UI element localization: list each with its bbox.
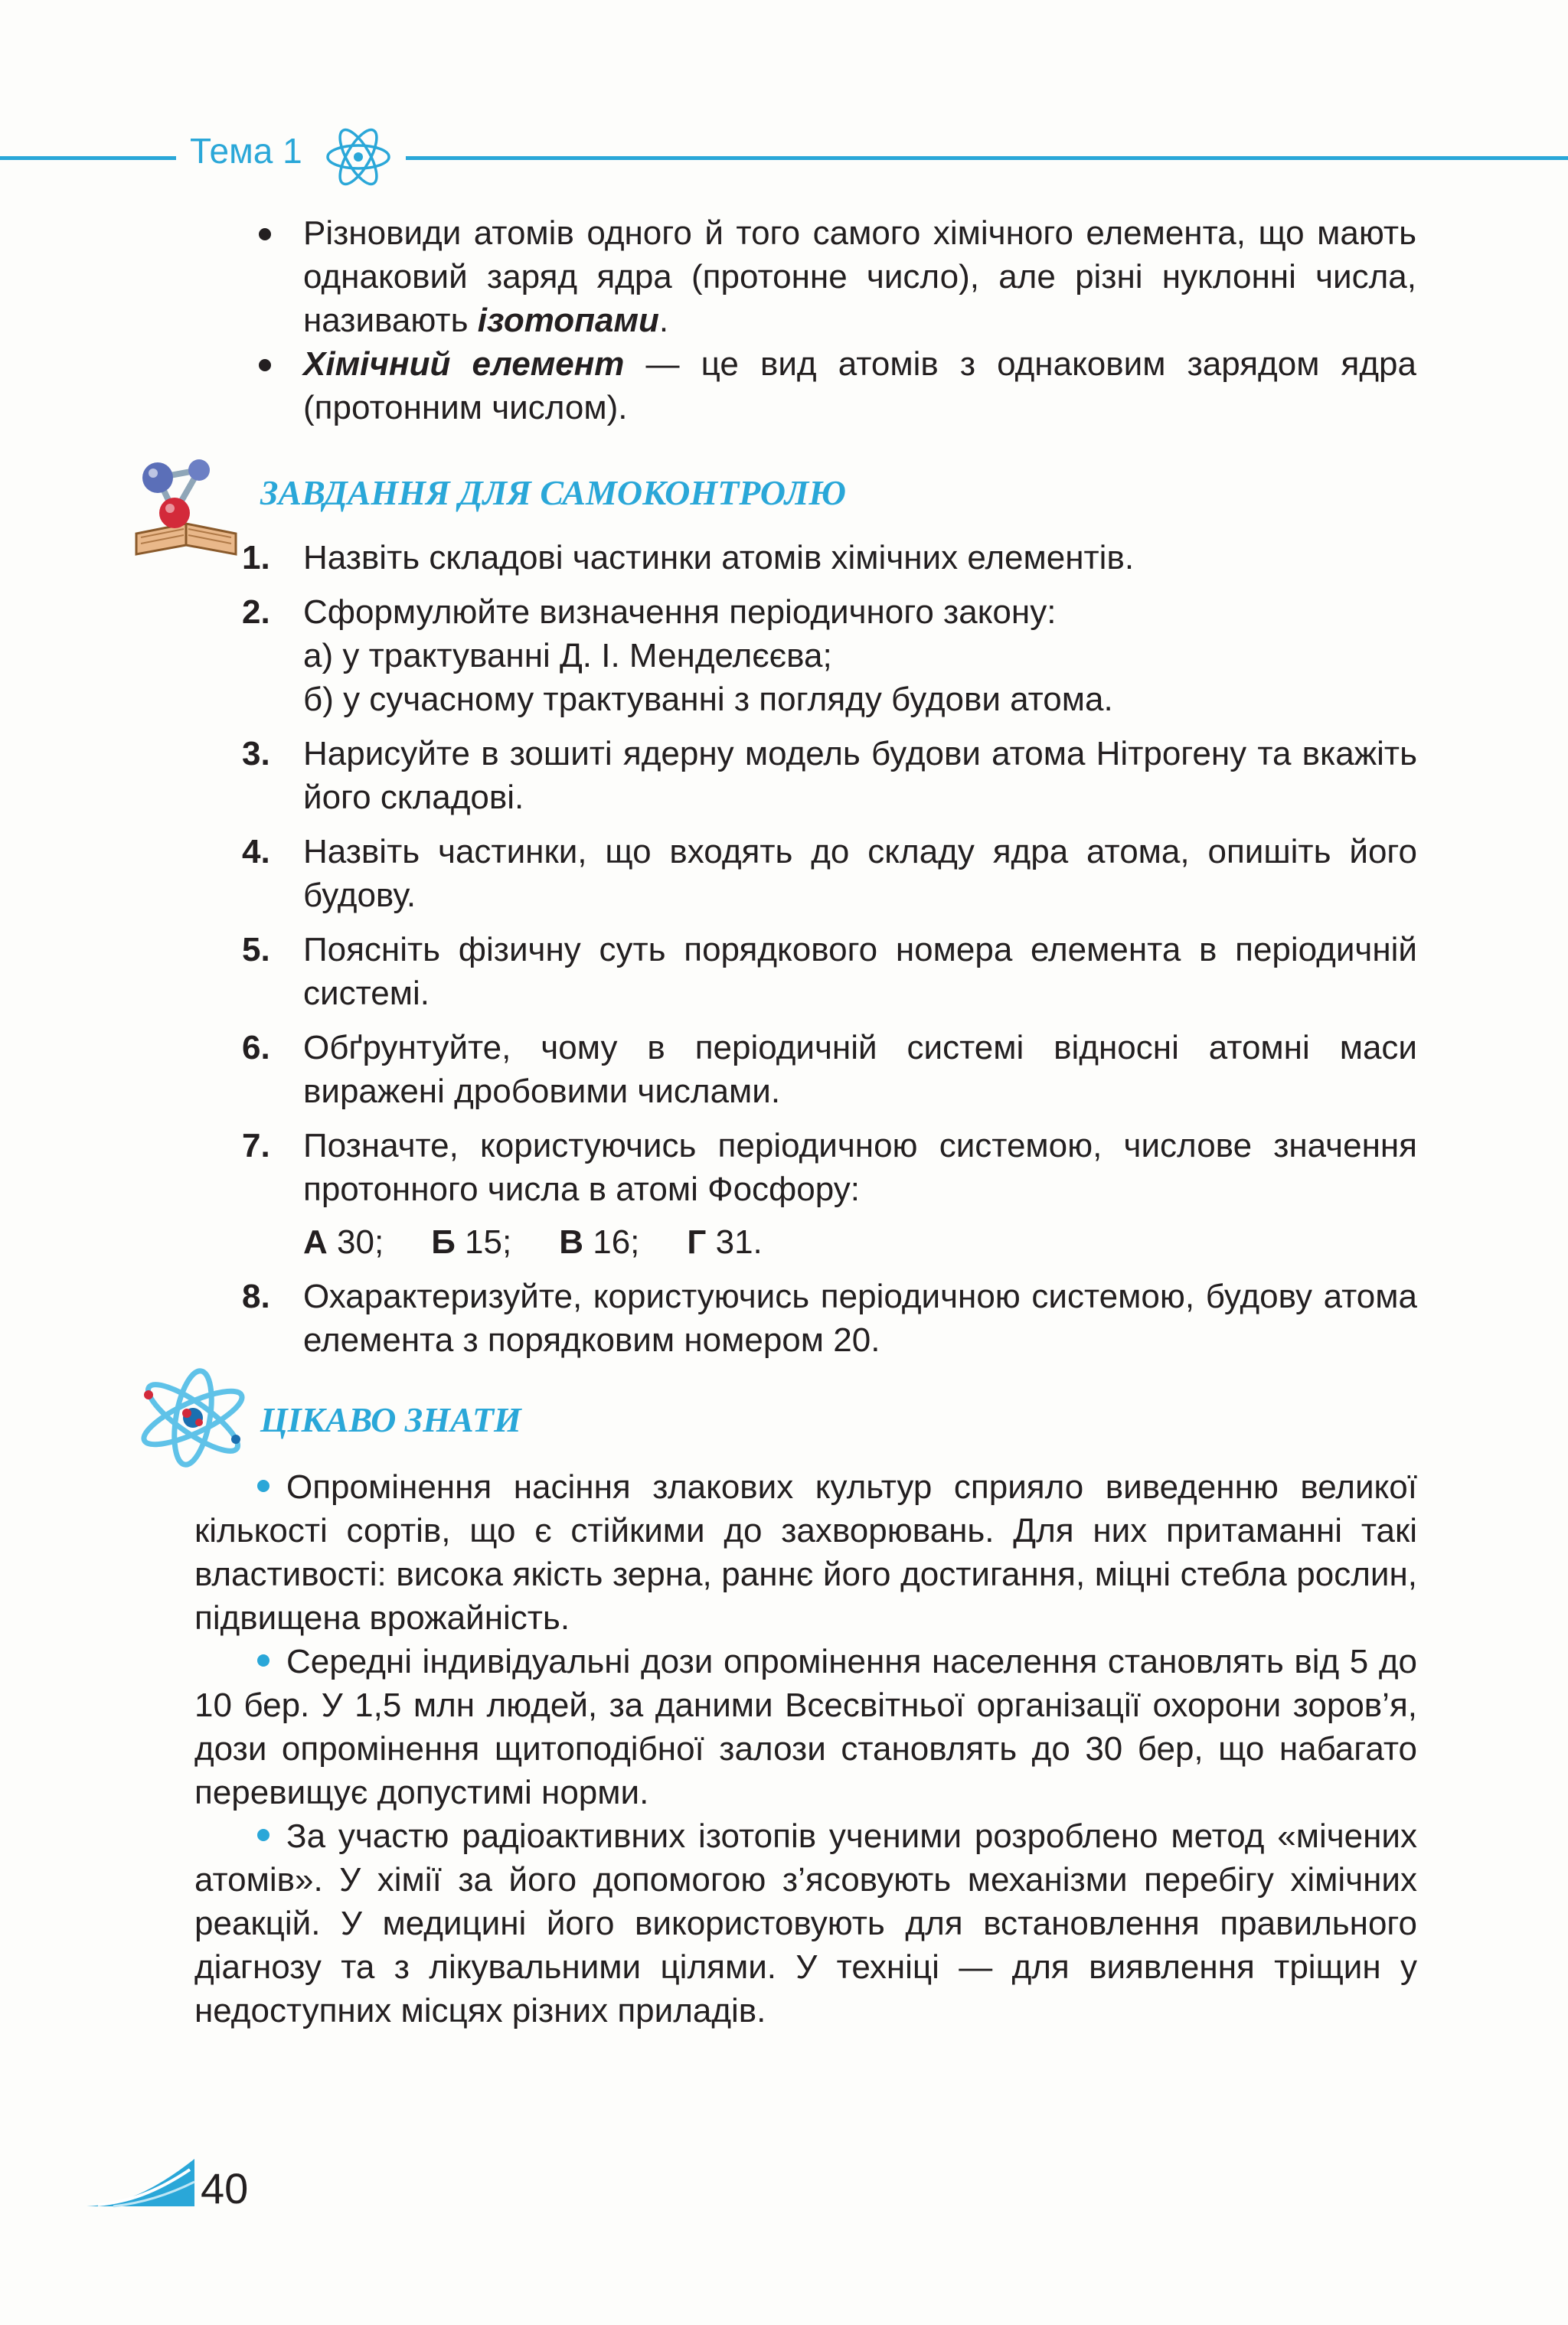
answer-option: Г 31. [687, 1223, 763, 1261]
atom-icon [320, 115, 397, 199]
page-header [0, 115, 1568, 199]
bullet-marker [259, 359, 271, 371]
task-item: 3. Нарисуйте в зошиті ядерну модель будови атома Нітрогену та вкажіть його складові. [242, 732, 1417, 819]
task-number: 8. [242, 1278, 270, 1315]
atom-orbit-icon [130, 1364, 253, 1471]
task-item: 5. Поясніть фізичну суть порядкового номера елемента в періодичній системі. [242, 928, 1417, 1015]
fact-paragraph: Середні індивідуальні дози опромінення населення становлять від 5 до 10 бер. У 1,5 млн людей, за даними Всесвітньої організації охорони зоров’я, дози опромінення щитоподібної залози становлять до 30 бер, що набагато перевищує допустимі норми. [194, 1643, 1417, 1811]
task-number: 2. [242, 593, 270, 631]
page-number: 40 [201, 2164, 249, 2212]
header-rule-left [0, 156, 176, 160]
task-number: 4. [242, 833, 270, 870]
task-item: 8. Охарактеризуйте, користуючись періодичною системою, будову атома елемента з порядковим номером 20. [242, 1275, 1417, 1362]
bullet-marker [259, 228, 271, 240]
task-item: 7. Позначте, користуючись періодичною системою, числове значення протонного числа в атомі Фосфору: А 30; Б 15; В 16; Г 31. [242, 1124, 1417, 1264]
term-chemical-element: Хімічний елемент [303, 345, 625, 383]
answer-options [303, 1220, 1417, 1264]
fact-bullet [257, 1480, 270, 1492]
task-number: 5. [242, 931, 270, 968]
wave-icon [83, 2151, 198, 2212]
task-item: 4. Назвіть частинки, що входять до складу ядра атома, опишіть його будову. [242, 830, 1417, 917]
task-number: 1. [242, 539, 270, 576]
fact-bullet [257, 1829, 270, 1841]
task-number: 3. [242, 735, 270, 772]
topic-label: Тема 1 [190, 131, 302, 171]
interesting-facts [194, 1465, 1417, 2033]
answer-option: Б 15; [431, 1223, 512, 1261]
answer-option: В 16; [559, 1223, 640, 1261]
task-number: 7. [242, 1127, 270, 1164]
task-item: 2. Сформулюйте визначення періодичного закону: а) у трактуванні Д. І. Менделєєва; б) у сучасному трактуванні з погляду будови атома. [242, 590, 1417, 721]
term-isotopes: ізотопами [477, 302, 659, 339]
task-item: 1. Назвіть складові частинки атомів хімічних елементів. [242, 536, 1417, 580]
task-item: 6. Обґрунтуйте, чому в періодичній системі відносні атомні маси виражені дробовими числами. [242, 1026, 1417, 1113]
self-control-tasks [242, 536, 1417, 1373]
task-number: 6. [242, 1029, 270, 1066]
summary-bullet: Хімічний елемент — це вид атомів з однаковим зарядом ядра (протонним числом). [253, 342, 1416, 429]
header-rule-right [406, 156, 1568, 160]
summary-bullets [253, 211, 1416, 429]
self-control-heading: ЗАВДАННЯ ДЛЯ САМОКОНТРОЛЮ [260, 473, 846, 512]
fact-paragraph: Опромінення насіння злакових культур сприяло виведенню великої кількості сортів, що є стійкими до захворювань. Для них притаманні такі властивості: висока якість зерна, раннє його достигання, міцні стебла рослин, підвищена врожайність. [194, 1468, 1417, 1637]
answer-option: А 30; [303, 1223, 384, 1261]
molecule-book-icon [129, 453, 243, 568]
fact-bullet [257, 1654, 270, 1667]
interesting-heading: ЦІКАВО ЗНАТИ [260, 1400, 521, 1439]
fact-paragraph: За участю радіоактивних ізотопів ученими розроблено метод «мічених атомів». У хімії за його допомогою з’ясовують механізми перебігу хімічних реакцій. У медицині його використовують для встановлення правильного діагнозу та з лікувальними цілями. У техніці — для виявлення тріщин у недоступних місцях різних приладів. [194, 1817, 1417, 2029]
summary-bullet: Різновиди атомів одного й того самого хімічного елемента, що мають однаковий заряд ядра (протонне число), але різні нуклонні числа, називають ізотопами. [253, 211, 1416, 342]
